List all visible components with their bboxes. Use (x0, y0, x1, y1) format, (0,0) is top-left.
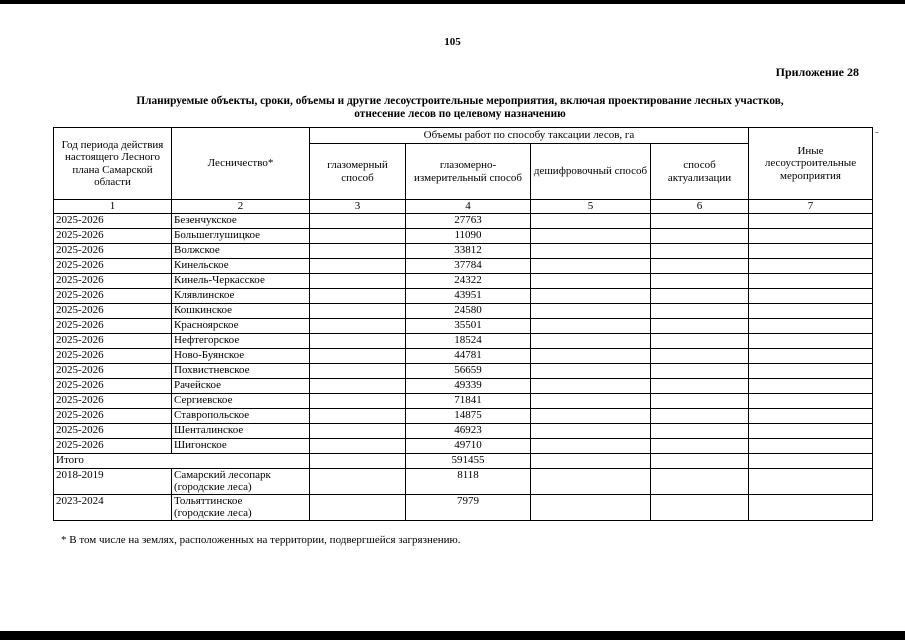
forestry-cell: Нефтегорское (172, 333, 310, 348)
column-number: 4 (406, 200, 531, 214)
visual-measure-cell: 46923 (406, 423, 531, 438)
other-cell (749, 288, 873, 303)
visual-measure-cell: 33812 (406, 243, 531, 258)
update-cell (651, 333, 749, 348)
forestry-cell: Клявлинское (172, 288, 310, 303)
update-cell (651, 423, 749, 438)
forestry-cell: Шенталинское (172, 423, 310, 438)
period-cell: 2025-2026 (54, 273, 172, 288)
visual-measure-cell: 8118 (406, 468, 531, 494)
update-cell (651, 228, 749, 243)
visual-cell (310, 408, 406, 423)
visual-measure-cell: 7979 (406, 494, 531, 520)
visual-cell (310, 258, 406, 273)
header-visual: глазомерный способ (310, 144, 406, 200)
total-label: Итого (54, 453, 310, 468)
decode-cell (531, 318, 651, 333)
title-line-1: Планируемые объекты, сроки, объемы и другие лесоустроительные мероприятия, включая проектирование лесных участков, (136, 95, 784, 107)
visual-measure-cell: 24580 (406, 303, 531, 318)
visual-measure-cell: 18524 (406, 333, 531, 348)
decode-cell (531, 333, 651, 348)
other-cell (749, 423, 873, 438)
forestry-cell: Похвистневское (172, 363, 310, 378)
period-cell: 2025-2026 (54, 378, 172, 393)
visual-cell (310, 393, 406, 408)
other-cell (749, 363, 873, 378)
visual-cell (310, 318, 406, 333)
other-cell (749, 213, 873, 228)
forestry-cell: Кинельское (172, 258, 310, 273)
forestry-note: (городские леса) (174, 481, 252, 493)
header-update: способ актуализации (651, 144, 749, 200)
table-row (54, 318, 873, 333)
bottom-border (0, 631, 905, 640)
header-volumes-group: Объемы работ по способу таксации лесов, га (310, 128, 749, 144)
period-cell: 2025-2026 (54, 318, 172, 333)
update-cell (651, 494, 749, 520)
decode-cell (531, 303, 651, 318)
visual-measure-cell: 44781 (406, 348, 531, 363)
forestry-note: (городские леса) (174, 507, 252, 519)
table-row (54, 348, 873, 363)
table-row (54, 243, 873, 258)
header-forestry: Лесничество* (172, 128, 310, 200)
column-number: 5 (531, 200, 651, 214)
update-cell (651, 273, 749, 288)
decode-cell (531, 393, 651, 408)
visual-cell (310, 423, 406, 438)
update-cell (651, 348, 749, 363)
forestry-cell: Волжское (172, 243, 310, 258)
other-cell (749, 393, 873, 408)
table-row (54, 258, 873, 273)
update-cell (651, 408, 749, 423)
forestry-cell: Шигонское (172, 438, 310, 453)
visual-measure-cell: 43951 (406, 288, 531, 303)
table-row (54, 378, 873, 393)
period-cell: 2025-2026 (54, 438, 172, 453)
forestry-cell: Сергиевское (172, 393, 310, 408)
visual-measure-cell: 49339 (406, 378, 531, 393)
table-row (54, 228, 873, 243)
period-cell: 2025-2026 (54, 303, 172, 318)
decode-cell (531, 273, 651, 288)
top-border (0, 0, 905, 4)
title-line-2: отнесение лесов по целевому назначению (354, 108, 566, 120)
forestry-name: Тольяттинское (174, 494, 243, 507)
other-cell (749, 494, 873, 520)
page-number: 105 (444, 36, 461, 48)
table-row (54, 408, 873, 423)
period-cell: 2025-2026 (54, 348, 172, 363)
period-cell: 2023-2024 (54, 494, 172, 520)
visual-measure-cell: 37784 (406, 258, 531, 273)
update-cell (651, 213, 749, 228)
header-visual-measure: глазомерно-измерительный способ (406, 144, 531, 200)
forestry-cell (172, 468, 310, 494)
margin-mark: - (875, 126, 879, 138)
header-period: Год периода действия настоящего Лесного плана Самарской области (54, 128, 172, 200)
visual-cell (310, 438, 406, 453)
forestry-cell: Кинель-Черкасское (172, 273, 310, 288)
footnote: * В том числе на землях, расположенных на территории, подвергшейся загрязнению. (61, 534, 461, 546)
decode-cell (531, 438, 651, 453)
table-row (54, 423, 873, 438)
period-cell: 2018-2019 (54, 468, 172, 494)
column-number: 6 (651, 200, 749, 214)
update-cell (651, 393, 749, 408)
visual-measure-cell: 71841 (406, 393, 531, 408)
header-other-activities: Иные лесоустроительные мероприятия (749, 128, 873, 200)
update-cell (651, 243, 749, 258)
period-cell: 2025-2026 (54, 228, 172, 243)
column-number: 7 (749, 200, 873, 214)
update-cell (651, 363, 749, 378)
header-decode: дешифровочный способ (531, 144, 651, 200)
column-number: 3 (310, 200, 406, 214)
decode-cell (531, 213, 651, 228)
table-row (54, 494, 873, 520)
period-cell: 2025-2026 (54, 333, 172, 348)
visual-cell (310, 494, 406, 520)
forestry-name: Самарский лесопарк (174, 468, 271, 481)
period-cell: 2025-2026 (54, 288, 172, 303)
update-cell (651, 303, 749, 318)
update-cell (651, 378, 749, 393)
visual-measure-cell: 27763 (406, 213, 531, 228)
forestry-cell: Большеглушицкое (172, 228, 310, 243)
appendix-label: Приложение 28 (775, 65, 859, 79)
total-value: 591455 (406, 453, 531, 468)
column-numbers-row (54, 200, 873, 214)
visual-cell (310, 363, 406, 378)
visual-cell (310, 273, 406, 288)
other-cell (749, 243, 873, 258)
table-row (54, 468, 873, 494)
other-cell (749, 348, 873, 363)
decode-cell (531, 494, 651, 520)
forestry-cell: Кошкинское (172, 303, 310, 318)
table-row (54, 438, 873, 453)
other-cell (749, 258, 873, 273)
other-cell (749, 228, 873, 243)
visual-measure-cell: 24322 (406, 273, 531, 288)
visual-measure-cell: 35501 (406, 318, 531, 333)
visual-cell (310, 228, 406, 243)
update-cell (651, 318, 749, 333)
other-cell (749, 408, 873, 423)
table-row (54, 333, 873, 348)
forestry-cell: Ново-Буянское (172, 348, 310, 363)
period-cell: 2025-2026 (54, 243, 172, 258)
visual-cell (310, 213, 406, 228)
other-cell (749, 273, 873, 288)
table-row (54, 363, 873, 378)
period-cell: 2025-2026 (54, 393, 172, 408)
update-cell (651, 453, 749, 468)
other-cell (749, 453, 873, 468)
other-cell (749, 318, 873, 333)
update-cell (651, 288, 749, 303)
visual-cell (310, 333, 406, 348)
decode-cell (531, 348, 651, 363)
other-cell (749, 378, 873, 393)
other-cell (749, 333, 873, 348)
update-cell (651, 438, 749, 453)
period-cell: 2025-2026 (54, 363, 172, 378)
period-cell: 2025-2026 (54, 213, 172, 228)
visual-measure-cell: 56659 (406, 363, 531, 378)
visual-cell (310, 243, 406, 258)
visual-cell (310, 288, 406, 303)
decode-cell (531, 258, 651, 273)
visual-measure-cell: 14875 (406, 408, 531, 423)
visual-cell (310, 468, 406, 494)
decode-cell (531, 228, 651, 243)
decode-cell (531, 468, 651, 494)
document-title (60, 95, 860, 121)
decode-cell (531, 423, 651, 438)
other-cell (749, 438, 873, 453)
visual-cell (310, 378, 406, 393)
other-cell (749, 468, 873, 494)
update-cell (651, 258, 749, 273)
decode-cell (531, 453, 651, 468)
decode-cell (531, 378, 651, 393)
forestry-cell: Рачейское (172, 378, 310, 393)
decode-cell (531, 288, 651, 303)
column-number: 2 (172, 200, 310, 214)
update-cell (651, 468, 749, 494)
visual-measure-cell: 49710 (406, 438, 531, 453)
forestry-cell: Красноярское (172, 318, 310, 333)
decode-cell (531, 363, 651, 378)
table-row (54, 393, 873, 408)
decode-cell (531, 243, 651, 258)
visual-cell (310, 303, 406, 318)
table-row (54, 303, 873, 318)
period-cell: 2025-2026 (54, 408, 172, 423)
period-cell: 2025-2026 (54, 258, 172, 273)
decode-cell (531, 408, 651, 423)
column-number: 1 (54, 200, 172, 214)
forestry-cell: Безенчукское (172, 213, 310, 228)
table-row (54, 288, 873, 303)
visual-measure-cell: 11090 (406, 228, 531, 243)
period-cell: 2025-2026 (54, 423, 172, 438)
visual-cell (310, 348, 406, 363)
table-row (54, 273, 873, 288)
visual-cell (310, 453, 406, 468)
forestry-cell (172, 494, 310, 520)
total-row (54, 453, 873, 468)
forest-inventory-table (53, 127, 873, 521)
other-cell (749, 303, 873, 318)
forestry-cell: Ставропольское (172, 408, 310, 423)
table-row (54, 213, 873, 228)
